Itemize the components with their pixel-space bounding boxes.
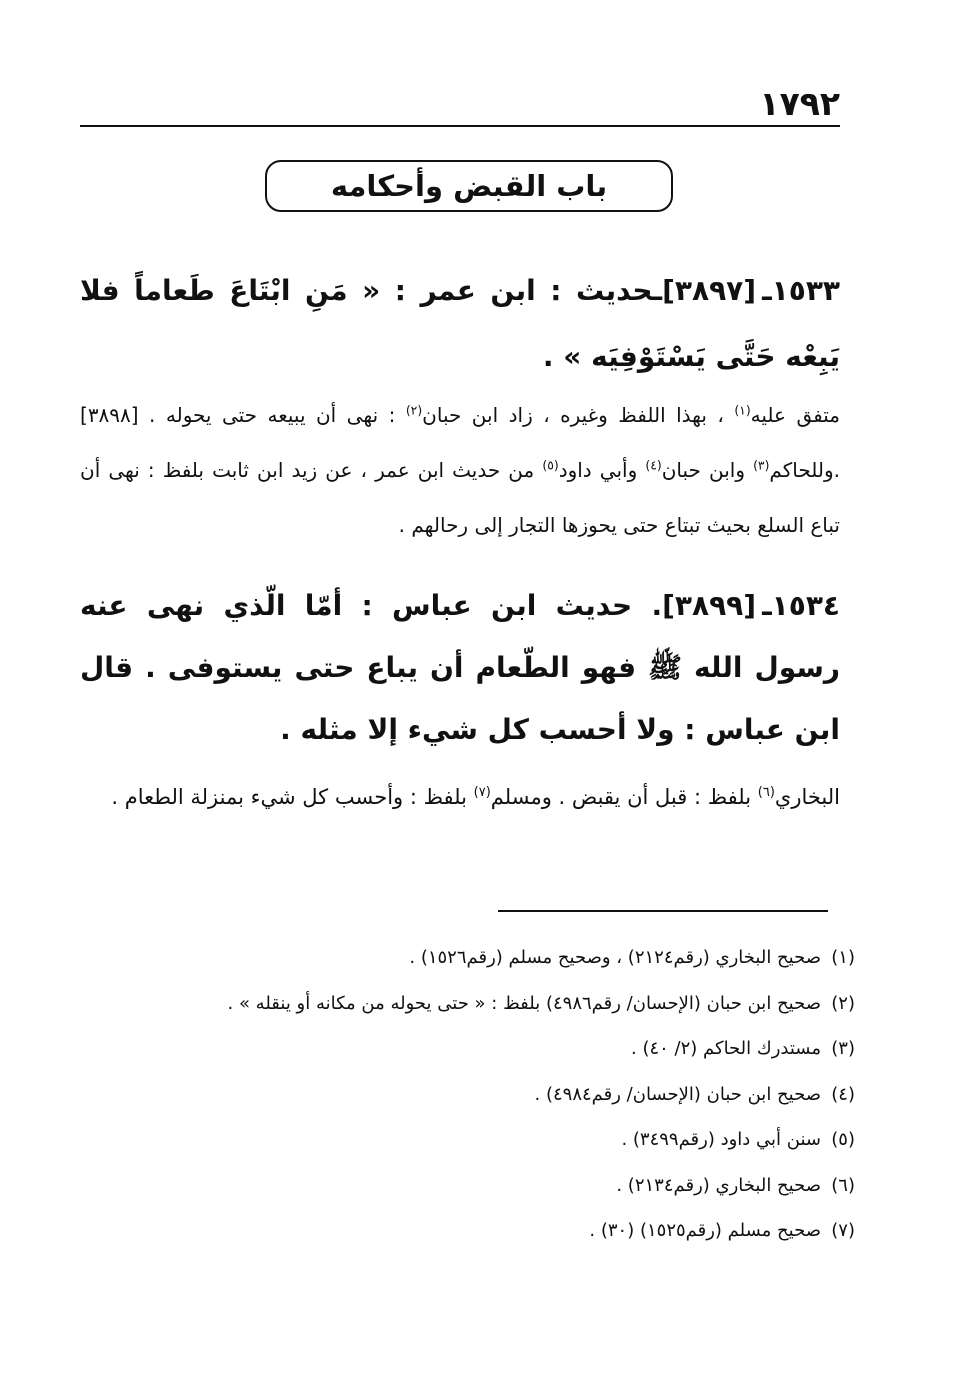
commentary-text: بلفظ : قبل أن يقبض . ومسلم	[490, 785, 758, 809]
footnote-ref: (٣)	[753, 457, 770, 473]
hadith-1534	[80, 575, 840, 761]
footnote-ref: (٥)	[542, 457, 559, 473]
footnote-item	[80, 1163, 855, 1209]
commentary-text: من حديث ابن عمر ، عن زيد ابن ثابت بلفظ : نهى أن تباع السلع بحيث تبتاع حتى يحوزها التجار إلى رحالهم .	[80, 458, 840, 537]
commentary-text: وابن حبان	[661, 458, 754, 482]
footnote-item	[80, 981, 855, 1027]
commentary-text: متفق عليه	[750, 403, 840, 427]
commentary-text: ، بهذا اللفظ وغيره ، زاد ابن حبان	[422, 403, 735, 427]
hadith-text: . حديث ابن عباس : أمّا الّذي نهى عنه رسول الله ﷺ فهو الطّعام أن يباع حتى يستوفى . قال ابن عباس : ولا أحسب كل شيء إلا مثله .	[80, 589, 840, 746]
footnote-number: (٧)	[831, 1220, 855, 1241]
footnote-item	[80, 1117, 855, 1163]
footnote-text: صحيح ابن حبان (الإحسان/ رقم٤٩٨٦) بلفظ : « حتى يحوله من مكانه أو ينقله » .	[227, 992, 821, 1014]
footnote-number: (٤)	[831, 1083, 855, 1105]
footnote-ref: (٦)	[757, 785, 775, 800]
footnote-item	[80, 935, 855, 981]
commentary-text: البخاري	[774, 785, 840, 809]
hadith-1533	[80, 258, 840, 390]
footnote-ref: (١)	[734, 402, 751, 418]
footnote-item	[80, 1072, 855, 1118]
commentary-1534	[80, 770, 840, 825]
footnote-item	[80, 1208, 855, 1254]
hadith-reference: [٣٨٩٧]	[662, 274, 757, 307]
header-rule	[80, 125, 840, 127]
footnote-text: صحيح ابن حبان (الإحسان/ رقم٤٩٨٤) .	[534, 1083, 821, 1105]
chapter-title: باب القبض وأحكامه	[330, 169, 608, 203]
commentary-text: بلفظ : وأحسب كل شيء بمنزلة الطعام .	[111, 785, 474, 809]
commentary-1533	[80, 388, 840, 553]
footnote-number: (٢)	[831, 992, 855, 1014]
footnote-text: مستدرك الحاكم (٢/ ٤٠) .	[631, 1038, 821, 1059]
hadith-number: ١٥٣٤ـ	[762, 589, 840, 622]
commentary-text: وأبي داود	[558, 458, 646, 482]
footnote-ref: (٢)	[405, 402, 423, 418]
footnote-number: (٥)	[831, 1129, 855, 1150]
commentary-text: : نهى أن يبيعه حتى يحوله . [٣٨٩٨] .وللحاكم	[80, 403, 840, 482]
footnote-ref: (٧)	[473, 785, 491, 800]
chapter-title-box	[265, 160, 673, 212]
page-number: ١٧٩٢	[759, 84, 840, 123]
footnote-number: (٦)	[831, 1174, 855, 1196]
footnote-ref: (٤)	[645, 457, 662, 473]
hadith-text: ـحديث : ابن عمر : « مَنِ ابْتَاعَ طَعاماً فلا يَبِعْه حَتَّى يَسْتَوْفِيَه » .	[80, 274, 840, 373]
footnote-divider	[498, 910, 828, 912]
footnote-item	[80, 1026, 855, 1072]
footnote-text: صحيح مسلم (رقم١٥٢٥) (٣٠) .	[589, 1220, 821, 1241]
hadith-number: ١٥٣٣ـ	[762, 274, 840, 307]
footnote-number: (١)	[831, 947, 855, 968]
footnotes-list	[80, 935, 855, 1254]
footnote-text: سنن أبي داود (رقم٣٤٩٩) .	[621, 1129, 821, 1150]
footnote-number: (٣)	[831, 1038, 855, 1059]
footnote-text: صحيح البخاري (رقم٢١٣٤) .	[616, 1174, 821, 1196]
hadith-reference: [٣٨٩٩]	[662, 589, 757, 622]
footnote-text: صحيح البخاري (رقم٢١٢٤) ، وصحيح مسلم (رقم١٥٢٦) .	[409, 947, 821, 968]
